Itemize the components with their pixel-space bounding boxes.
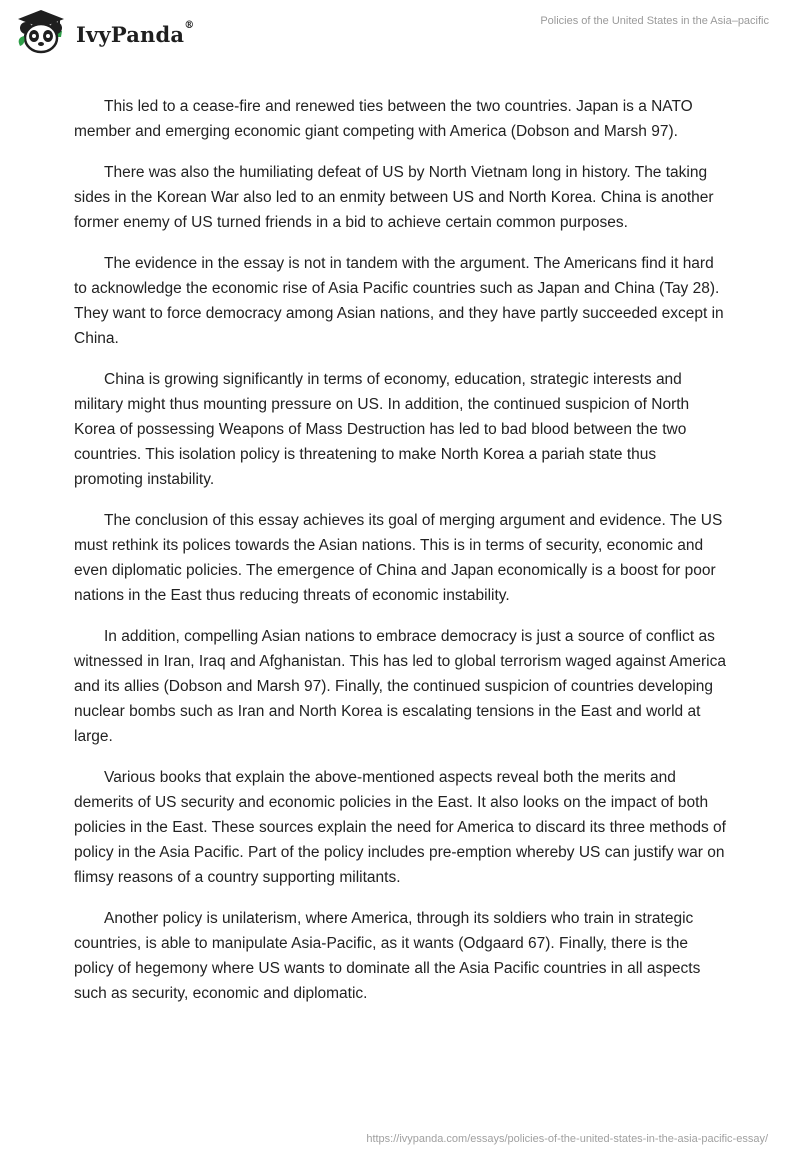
brand-logo[interactable]	[14, 8, 194, 54]
essay-body	[74, 94, 728, 1022]
paragraph: The conclusion of this essay achieves its goal of merging argument and evidence. The US must rethink its polices towards the Asian nations. This is in terms of security, economic and even diplomatic policies. The emergence of China and Japan economically is a boost for poor nations in the East thus reducing threats of economic instability.	[74, 512, 723, 604]
paragraph: Various books that explain the above-mentioned aspects reveal both the merits and demerits of US security and economic policies in the East. It also looks on the impact of both policies in the East. These sources explain the need for America to discard its three methods of policy in the Asia Pacific. Part of the policy includes pre-emption whereby US can justify war on flimsy reasons of a country supporting militants.	[74, 769, 726, 886]
paragraph: This led to a cease-fire and renewed ties between the two countries. Japan is a NATO member and emerging economic giant competing with America (Dobson and Marsh 97).	[74, 98, 693, 140]
paragraph: China is growing significantly in terms of economy, education, strategic interests and military might thus mounting pressure on US. In addition, the continued suspicion of North Korea of possessing Weapons of Mass Destruction has led to bad blood between the two countries. This isolation policy is threatening to make North Korea a pariah state thus promoting instability.	[74, 371, 690, 488]
paragraph: The evidence in the essay is not in tandem with the argument. The Americans find it hard to acknowledge the economic rise of Asia Pacific countries such as Japan and China (Tay 28). They want to force democracy among Asian nations, and they have partly succeeded except in China.	[74, 255, 724, 347]
page-header	[0, 0, 800, 66]
document-title: Policies of the United States in the Asia–pacific	[540, 15, 769, 27]
paragraph: In addition, compelling Asian nations to embrace democracy is just a source of conflict as witnessed in Iran, Iraq and Afghanistan. This has led to global terrorism waged against America and its allies (Dobson and Marsh 97). Finally, the continued suspicion of countries developing nuclear bombs such as Iran and North Korea is escalating tensions in the East and world at large.	[74, 628, 726, 745]
paragraph: There was also the humiliating defeat of US by North Vietnam long in history. The taking sides in the Korean War also led to an enmity between US and North Korea. China is another former enemy of US turned friends in a bid to achieve certain common purposes.	[74, 164, 714, 231]
paragraph: Another policy is unilaterism, where America, through its soldiers who train in strategic countries, is able to manipulate Asia-Pacific, as it wants (Odgaard 67). Finally, there is the policy of hegemony where US wants to dominate all the Asia Pacific countries in all aspects such as security, economic and diplomatic.	[74, 910, 701, 1002]
panda-graduation-cap-icon	[14, 8, 68, 54]
brand-name: IvyPanda®	[76, 19, 195, 47]
source-url[interactable]: https://ivypanda.com/essays/policies-of-the-united-states-in-the-asia-pacific-essay/	[366, 1133, 768, 1145]
